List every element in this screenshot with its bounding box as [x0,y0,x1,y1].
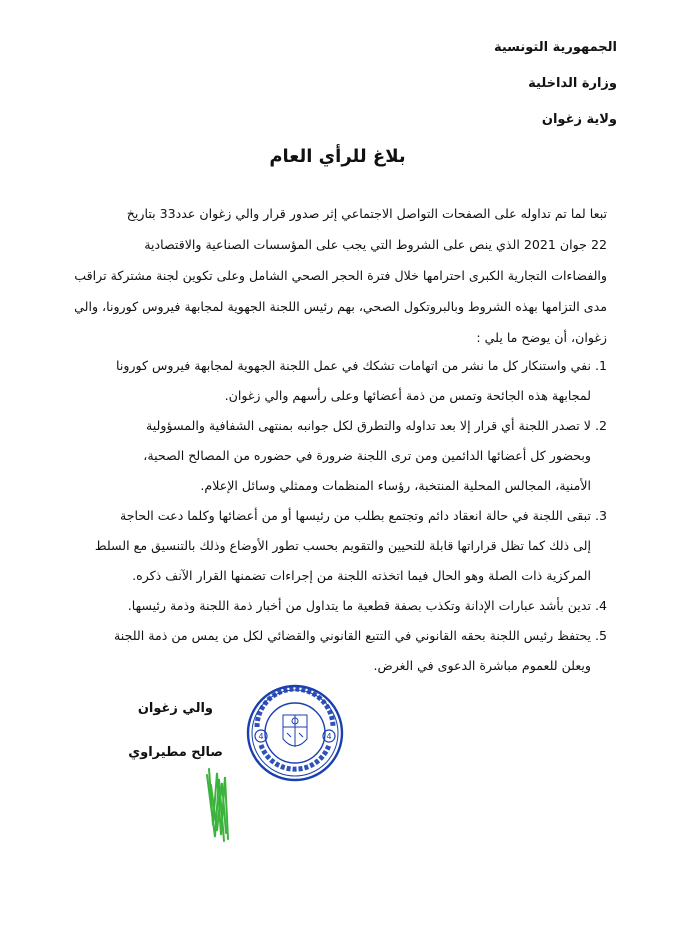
stamp-number-right: 4 [326,732,332,741]
list-item [58,351,607,411]
list-item-number: 4. [594,598,607,613]
list-item-number: 3. [594,508,607,523]
list-item-line: ويعلن للعموم مباشرة الدعوى في الغرض. [373,658,591,673]
list-item-number: 2. [594,418,607,433]
intro-paragraph [68,198,607,353]
list-item-number: 1. [594,358,607,373]
intro-line: تبعا لما تم تداوله على الصفحات التواصل الاجتماعي إثر صدور قرار والي زغوان عدد33 بتاريخ [126,206,607,221]
list-item [58,501,607,591]
intro-line: زغوان، أن يوضح ما يلي : [476,330,607,345]
signatory-title: والي زغوان [137,701,213,716]
letterhead [494,38,617,146]
list-item-line: تدين بأشد عبارات الإدانة وتكذب بصفة قطعية ما يتداول من أخبار ذمة اللجنة وذمة رئيسها. [127,598,591,613]
list-item-line: المركزية ذات الصلة وهو الحال فيما اتخذته اللجنة من إجراءات تضمنها القرار الآنف ذكره. [132,568,591,583]
intro-line: والفضاءات التجارية الكبرى احترامها خلال فترة الحجر الصحي الشامل وعلى تكوين لجنة مشتركة تراقب [74,268,607,283]
letterhead-governorate: ولاية زغوان [541,112,617,127]
handwritten-signature-icon [195,765,245,845]
list-item [58,621,607,681]
letterhead-republic: الجمهورية التونسية [493,40,617,55]
list-item-line: الأمنية، المجالس المحلية المنتخبة، رؤساء المنظمات وممثلي وسائل الإعلام. [200,478,591,493]
list-item [58,591,607,621]
list-item-line: لمجابهة هذه الجائحة وتمس من ذمة أعضائها وعلى رأسهم والي زغوان. [224,388,591,403]
list-item-line: لا تصدر اللجنة أي قرار إلا بعد تداوله والتطرق لكل جوانبه بمنتهى الشفافية والمسؤولية [146,418,591,433]
signatory-name: صالح مطيراوي [128,745,223,760]
list-item-line: إلى ذلك كما تظل قراراتها قابلة للتحيين والتقويم بحسب تطور الأوضاع وذلك بالتنسيق مع السلط [94,538,591,553]
list-item-line: يحتفظ رئيس اللجنة بحقه القانوني في التتبع القانوني والقضائي لكل من يمس من ذمة اللجنة [114,628,591,643]
list-item-line: وبحضور كل أعضائها الدائمين ومن ترى اللجنة ضرورة في حضوره من المصالح الصحية، [143,448,591,463]
letterhead-ministry: وزارة الداخلية [528,76,617,91]
document-title: بلاغ للرأي العام [269,146,406,167]
numbered-list [58,351,607,681]
stamp-number-left: 4 [258,732,264,741]
list-item-line: نفي واستنكار كل ما نشر من اتهامات تشكك في عمل اللجنة الجهوية لمجابهة فيروس كورونا [115,358,591,373]
list-item [58,411,607,501]
intro-line: 22 جوان 2021 الذي ينص على الشروط التي يجب على المؤسسات الصناعية والاقتصادية [144,237,607,252]
list-item-line: تبقى اللجنة في حالة انعقاد دائم وتجتمع بطلب من رئيسها أو من أعضائها وكلما دعت الحاجة [119,508,591,523]
list-item-number: 5. [594,628,607,643]
official-stamp-icon [245,683,345,783]
intro-line: مدى التزامها بهذه الشروط وبالبروتكول الصحي، بهم رئيس اللجنة الجهوية لمجابهة فيروس كورونا، والي [74,299,607,314]
